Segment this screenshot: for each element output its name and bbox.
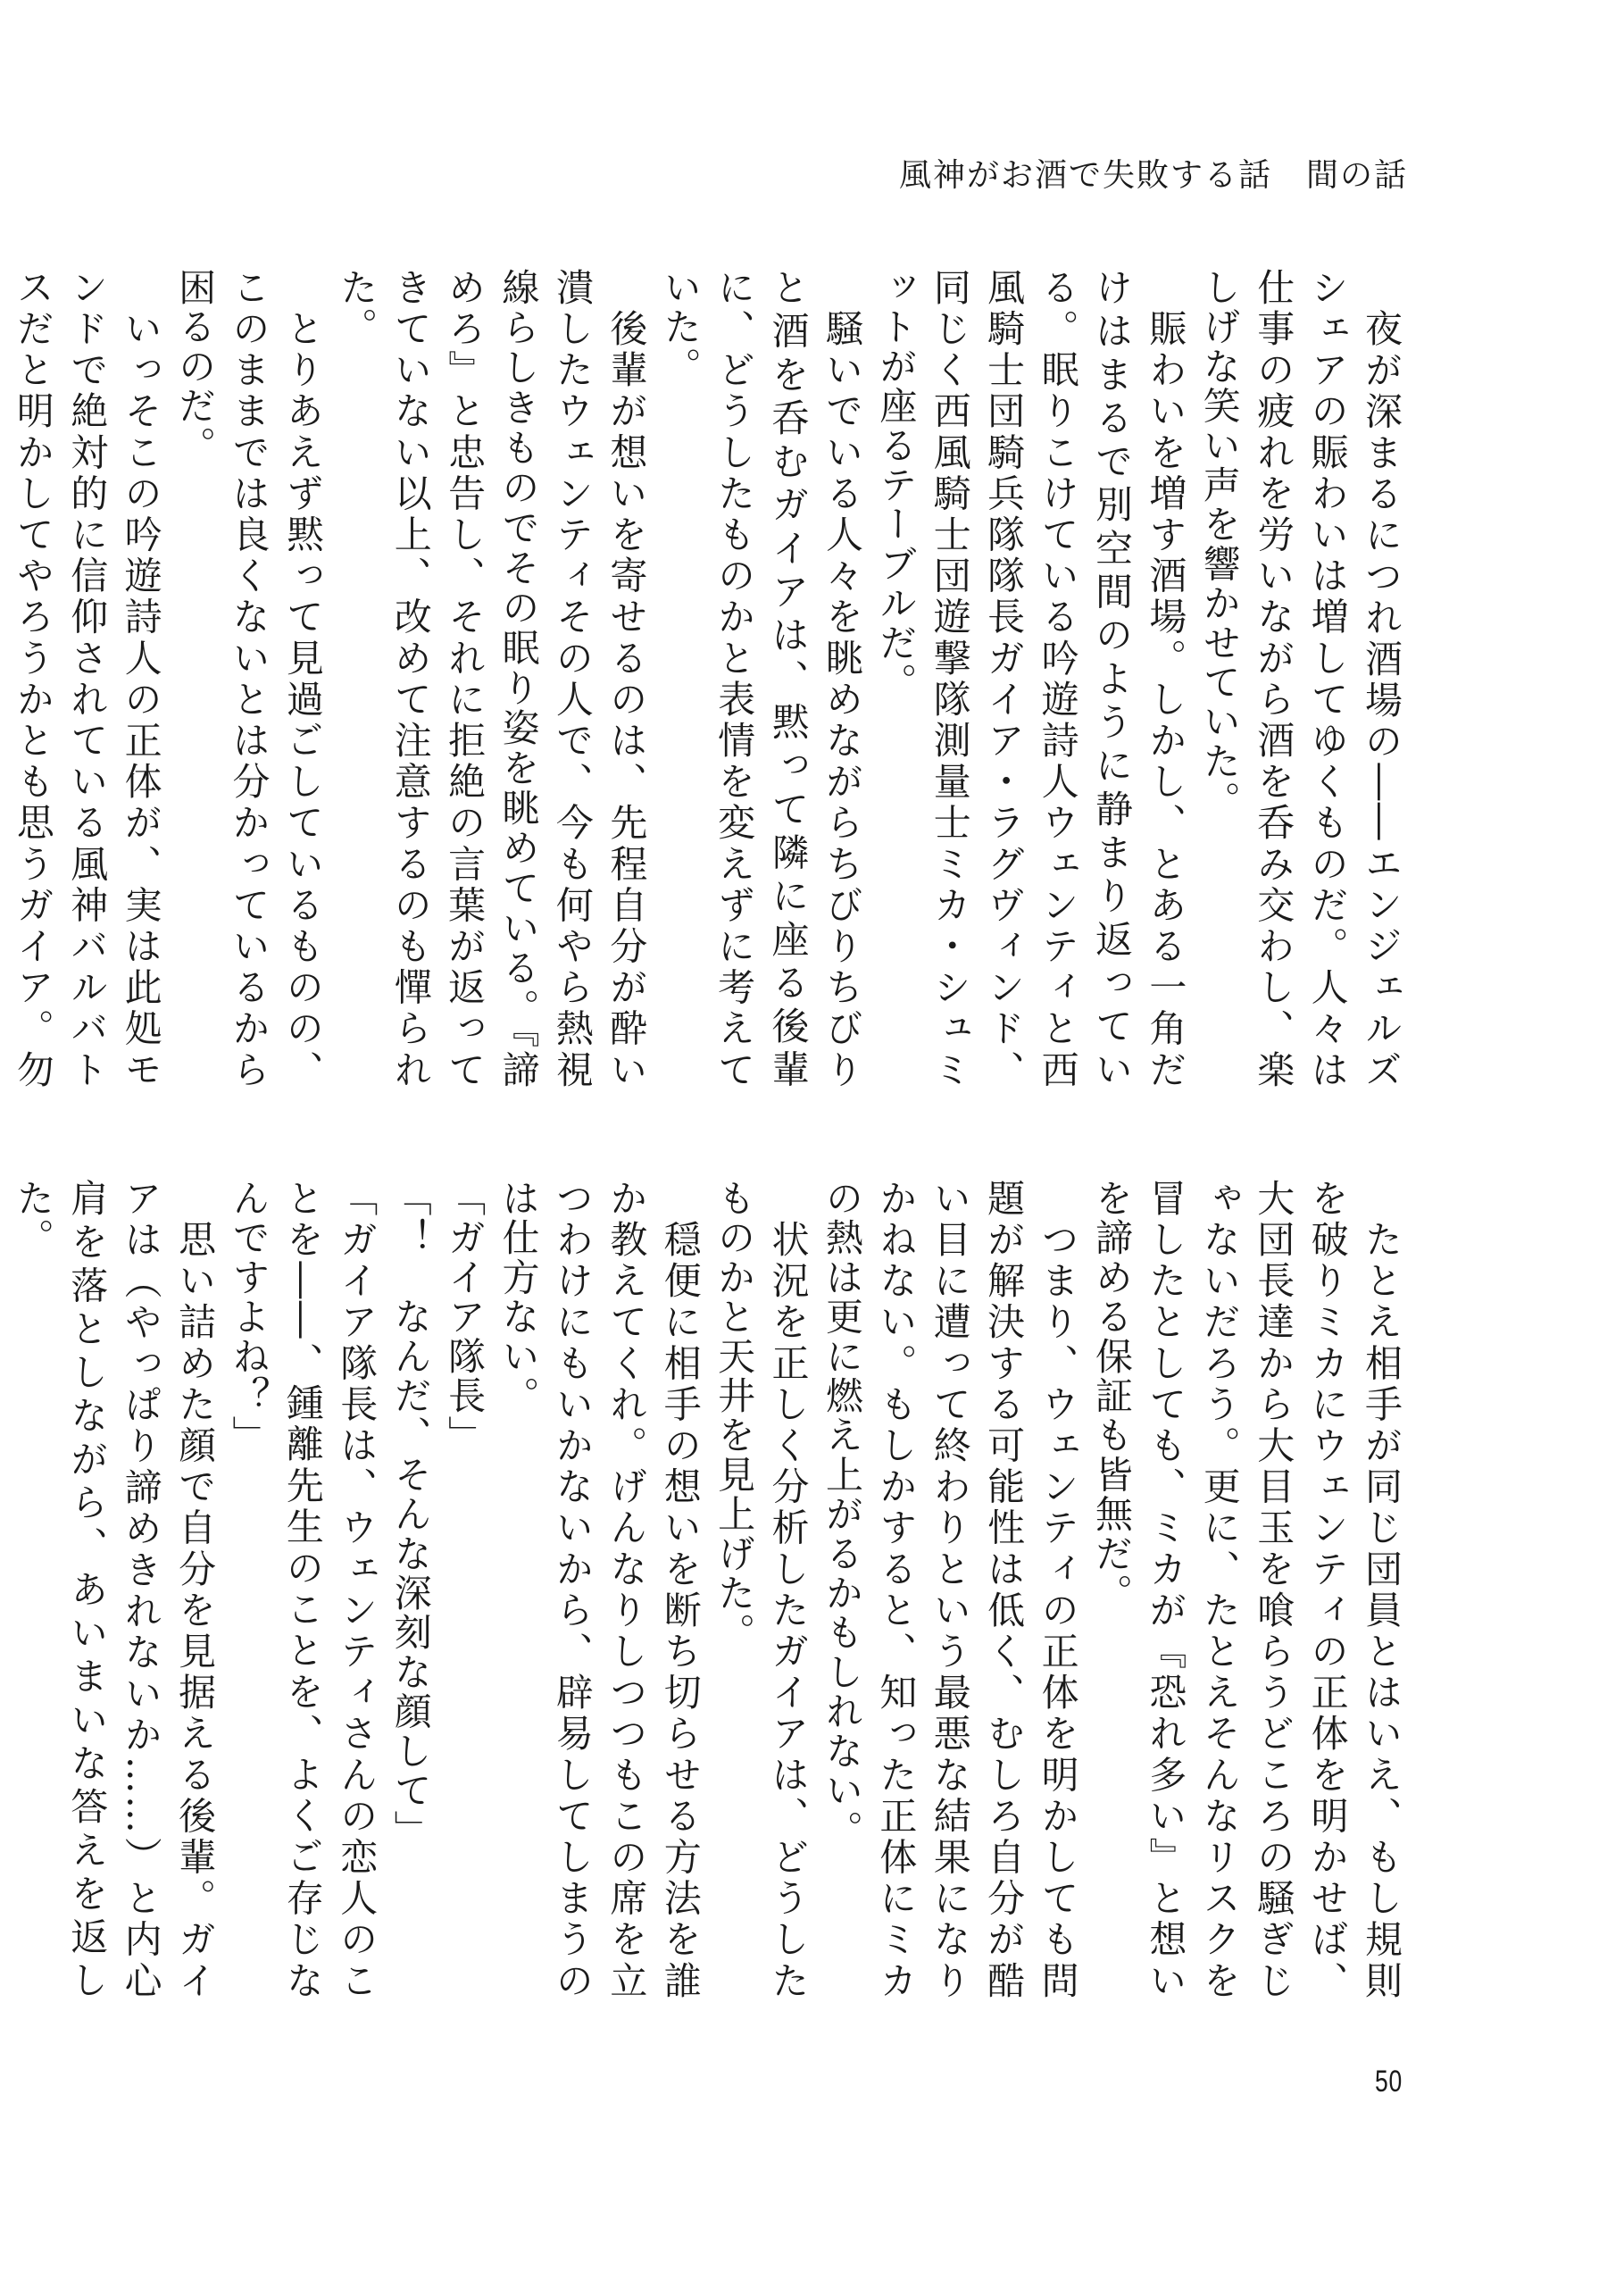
paragraph: つまり、ウェンティの正体を明かしても問題が解決する可能性は低く、むしろ自分が酷い目に遭って終わりという最悪な結果になりかねない。もしかすると、知った正体にミカの熱は更に燃え上がるかもしれない。 xyxy=(820,1179,1080,2000)
page-number: 50 xyxy=(1375,2065,1403,2099)
dialogue-line: 「ガイア隊長は、ウェンティさんの恋人のことを――、鍾離先生のことを、よくご存じなんですよね？」 xyxy=(227,1179,379,2000)
paragraph: 状況を正しく分析したガイアは、どうしたものかと天井を見上げた。 xyxy=(712,1179,811,2000)
paragraph: いっそこの吟遊詩人の正体が、実は此処モンドで絶対的に信仰されている風神バルバトスだと明かしてやろうかとも思うガイア。勿 xyxy=(11,268,163,1089)
paragraph: とりあえず黙って見過ごしているものの、このままでは良くないとは分かっているから困るのだ。 xyxy=(173,268,325,1089)
paragraph: 夜が深まるにつれ酒場の――エンジェルズシェアの賑わいは増してゆくものだ。人々は仕事の疲れを労いながら酒を呑み交わし、楽しげな笑い声を響かせていた。 xyxy=(1197,268,1403,1089)
running-header-title: 風神がお酒で失敗する話 間の話 xyxy=(898,157,1408,194)
lower-text-tier xyxy=(11,1179,1408,2000)
paragraph: 思い詰めた顔で自分を見据える後輩。ガイアは（やっぱり諦めきれないか……）と内心肩を落としながら、あいまいな答えを返した。 xyxy=(11,1179,218,2000)
paragraph: 賑わいを増す酒場。しかし、とある一角だけはまるで別空間のように静まり返っている。眠りこけている吟遊詩人ウェンティと西風騎士団騎兵隊隊長ガイア・ラグヴィンド、同じく西風騎士団遊撃隊測量士ミカ・シュミットが座るテーブルだ。 xyxy=(874,268,1188,1089)
paragraph: 騒いでいる人々を眺めながらちびりちびりと酒を呑むガイアは、黙って隣に座る後輩に、どうしたものかと表情を変えずに考えていた。 xyxy=(658,268,864,1089)
dialogue-line: 「ガイア隊長」 xyxy=(443,1179,487,1456)
upper-text-tier xyxy=(11,268,1408,1089)
paragraph: たとえ相手が同じ団員とはいえ、もし規則を破りミカにウェンティの正体を明かせば、大団長達から大目玉を喰らうどころの騒ぎじゃないだろう。更に、たとえそんなリスクを冒したとしても、ミカが『恐れ多い』と想いを諦める保証も皆無だ。 xyxy=(1089,1179,1403,2000)
paragraph: 穏便に相手の想いを断ち切らせる方法を誰か教えてくれ。げんなりしつつもこの席を立つわけにもいかないから、辟易してしまうのは仕方ない。 xyxy=(496,1179,703,2000)
paragraph: 後輩が想いを寄せるのは、先程自分が酔い潰したウェンティその人で、今も何やら熱視線らしきものでその眠り姿を眺めている。『諦めろ』と忠告し、それに拒絶の言葉が返ってきていない以上、改めて注意するのも憚られた。 xyxy=(335,268,649,1089)
dialogue-line: 「！ なんだ、そんな深刻な顔して」 xyxy=(388,1179,433,1850)
dialogue-line xyxy=(0,1179,5,2000)
